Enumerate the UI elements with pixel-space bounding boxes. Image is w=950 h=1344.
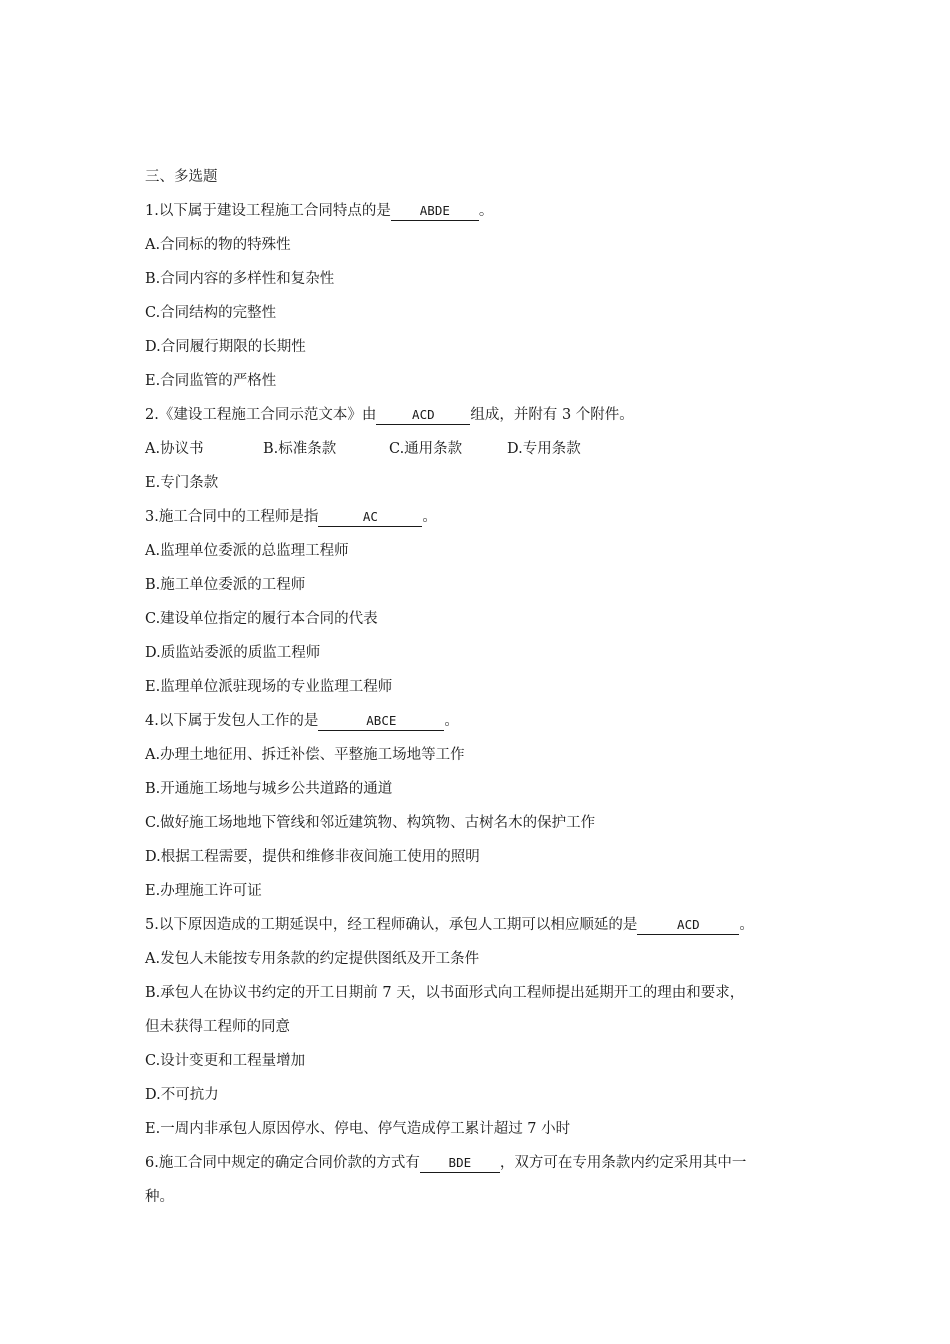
question-2-option-b: B.标准条款 (263, 441, 337, 457)
question-3-answer-blank: AC (318, 508, 422, 527)
question-1-option-c: C.合同结构的完整性 (145, 305, 277, 321)
question-5-text: 5.以下原因造成的工期延误中，经工程师确认，承包人工期可以相应顺延的是 (145, 917, 638, 933)
question-5-option-e: E.一周内非承包人原因停水、停电、停气造成停工累计超过 7 小时 (145, 1121, 571, 1137)
question-4-option-c: C.做好施工场地地下管线和邻近建筑物、构筑物、古树名木的保护工作 (145, 815, 596, 831)
question-5-option-a: A.发包人未能按专用条款的约定提供图纸及开工条件 (145, 951, 480, 967)
question-4-option-e: E.办理施工许可证 (145, 883, 262, 899)
question-4-text: 4.以下属于发包人工作的是 (145, 713, 319, 729)
question-5-answer-blank: ACD (637, 916, 739, 935)
question-5-tail: 。 (739, 917, 754, 933)
question-3-option-b: B.施工单位委派的工程师 (145, 577, 306, 593)
question-6 (145, 1146, 825, 1180)
section-title: 三、多选题 (145, 169, 218, 185)
question-3-text: 3.施工合同中的工程师是指 (145, 509, 319, 525)
question-4-option-d: D.根据工程需要，提供和维修非夜间施工使用的照明 (145, 849, 480, 865)
question-1-option-d: D.合同履行期限的长期性 (145, 339, 306, 355)
question-3-option-e: E.监理单位派驻现场的专业监理工程师 (145, 679, 393, 695)
question-1 (145, 194, 825, 228)
question-3-option-c: C.建设单位指定的履行本合同的代表 (145, 611, 378, 627)
question-6-tail: ，双方可在专用条款内约定采用其中一 (499, 1155, 747, 1171)
question-6-text: 6.施工合同中规定的确定合同价款的方式有 (145, 1155, 420, 1171)
document-page (145, 160, 825, 1214)
question-5 (145, 908, 825, 942)
question-2-options-row (145, 432, 825, 466)
question-4-tail: 。 (444, 713, 459, 729)
question-4-option-b: B.开通施工场地与城乡公共道路的通道 (145, 781, 393, 797)
question-2 (145, 398, 825, 432)
question-2-text: 2.《建设工程施工合同示范文本》由 (145, 407, 377, 423)
question-3-option-a: A.监理单位委派的总监理工程师 (145, 543, 349, 559)
question-2-option-d: D.专用条款 (507, 441, 581, 457)
question-3-tail: 。 (422, 509, 437, 525)
question-1-answer-blank: ABDE (391, 202, 479, 221)
question-6-continued: 种。 (145, 1189, 174, 1205)
question-3-option-d: D.质监站委派的质监工程师 (145, 645, 321, 661)
question-2-option-a: A.协议书 (145, 441, 204, 457)
question-1-option-b: B.合同内容的多样性和复杂性 (145, 271, 335, 287)
question-5-option-c: C.设计变更和工程量增加 (145, 1053, 306, 1069)
question-2-option-c: C.通用条款 (389, 441, 463, 457)
question-5-option-b-continued: 但未获得工程师的同意 (145, 1019, 290, 1035)
question-1-text: 1.以下属于建设工程施工合同特点的是 (145, 203, 391, 219)
question-4-answer-blank: ABCE (318, 712, 444, 731)
question-1-option-a: A.合同标的物的特殊性 (145, 237, 291, 253)
question-5-option-b: B.承包人在协议书约定的开工日期前 7 天，以书面形式向工程师提出延期开工的理由和要求， (145, 985, 745, 1001)
question-5-option-d: D.不可抗力 (145, 1087, 219, 1103)
question-1-tail: 。 (478, 203, 494, 219)
question-4-option-a: A.办理土地征用、拆迁补偿、平整施工场地等工作 (145, 747, 465, 763)
question-3 (145, 500, 825, 534)
question-2-answer-blank: ACD (376, 406, 470, 425)
question-1-option-e: E.合同监管的严格性 (145, 373, 277, 389)
question-2-tail: 组成，并附有 3 个附件。 (470, 407, 634, 423)
question-2-option-e: E.专门条款 (145, 475, 219, 491)
question-4 (145, 704, 825, 738)
question-6-answer-blank: BDE (420, 1154, 500, 1173)
